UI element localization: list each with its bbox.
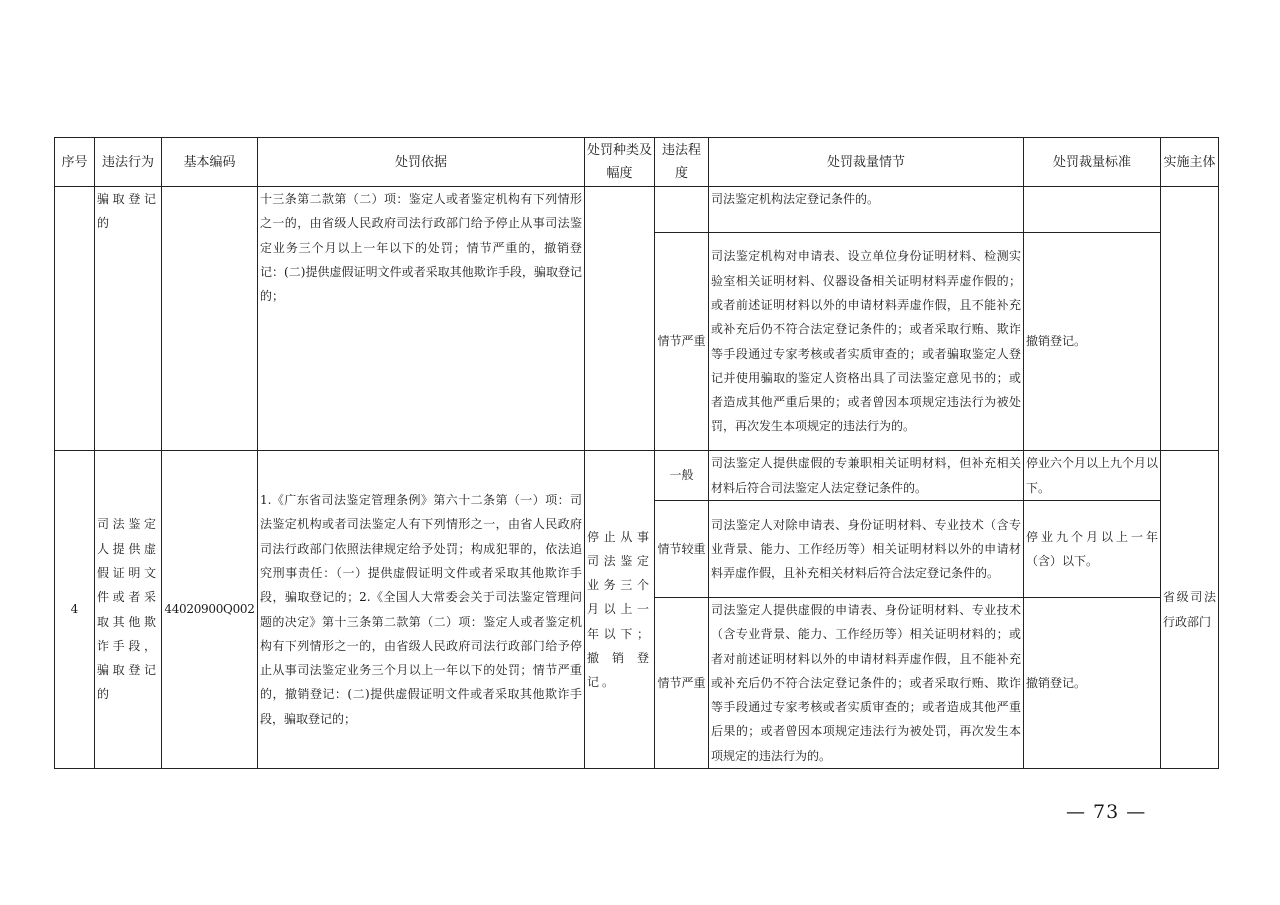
header-act: 违法行为 (95, 138, 162, 187)
cont-basis-cell: 十三条第二款第（二）项：鉴定人或者鉴定机构有下列情形之一的，由省级人民政府司法行政部门给予停止从事司法鉴定业务三个月以上一年以下的处罚；情节严重的，撤销登记：(二)提供虚假证明文件或者采取其他欺诈手段，骗取登记的； (258, 187, 585, 451)
row4-sub1-std-cell: 停业六个月以上九个月以下。 (1024, 451, 1161, 501)
header-subject: 实施主体 (1161, 138, 1219, 187)
row4-kind-cell: 停止从事司法鉴定业务三个月以上一年以下；撤销登记。 (585, 451, 655, 769)
row4-seq-cell: 4 (55, 451, 95, 769)
cont-act-cell: 骗取登记的 (95, 187, 162, 451)
cont-subject-cell (1161, 187, 1219, 451)
row4-sub1-degree-cell: 一般 (655, 451, 709, 501)
header-code: 基本编码 (162, 138, 258, 187)
header-circ: 处罚裁量情节 (709, 138, 1024, 187)
header-seq: 序号 (55, 138, 95, 187)
cont-r1-circ-cell: 司法鉴定机构法定登记条件的。 (709, 187, 1024, 233)
cont-r2-std-cell: 撤销登记。 (1024, 233, 1161, 451)
row4-sub3-circ-cell: 司法鉴定人提供虚假的申请表、身份证明材料、专业技术（含专业背景、能力、工作经历等）相关证明材料的；或者对前述证明材料以外的申请材料弄虚作假，且不能补充或补充后仍不符合法定登记条件的；或者采取行贿、欺诈等手段通过专家考核或者实质审查的；或者造成其他严重后果的；或者曾因本项规定违法行为被处罚，再次发生本项规定的违法行为的。 (709, 598, 1024, 769)
cont-r2-degree-cell: 情节严重 (655, 233, 709, 451)
page-number: — 73 — (1066, 801, 1147, 823)
row4-subject-cell: 省级司法行政部门 (1161, 451, 1219, 769)
cont-r1-std-cell (1024, 187, 1161, 233)
row4-sub3-degree-cell: 情节严重 (655, 598, 709, 769)
header-std: 处罚裁量标准 (1024, 138, 1161, 187)
table-header-row (55, 138, 1219, 187)
row4-sub2-circ-cell: 司法鉴定人对除申请表、身份证明材料、专业技术（含专业背景、能力、工作经历等）相关证明材料以外的申请材料弄虚作假，且补充相关材料后符合法定登记条件的。 (709, 501, 1024, 598)
table-row (55, 451, 1219, 501)
cont-kind-cell (585, 187, 655, 451)
row4-sub2-std-cell: 停业九个月以上一年（含）以下。 (1024, 501, 1161, 598)
table-row (55, 187, 1219, 233)
row4-sub1-circ-cell: 司法鉴定人提供虚假的专兼职相关证明材料，但补充相关材料后符合司法鉴定人法定登记条件的。 (709, 451, 1024, 501)
cont-r1-degree-cell (655, 187, 709, 233)
cont-code-cell (162, 187, 258, 451)
header-degree: 违法程度 (655, 138, 709, 187)
header-kind: 处罚种类及幅度 (585, 138, 655, 187)
row4-sub2-degree-cell: 情节较重 (655, 501, 709, 598)
row4-sub3-std-cell: 撤销登记。 (1024, 598, 1161, 769)
penalty-table (54, 137, 1219, 769)
cont-r2-circ-cell: 司法鉴定机构对申请表、设立单位身份证明材料、检测实验室相关证明材料、仪器设备相关证明材料弄虚作假的；或者前述证明材料以外的申请材料弄虚作假，且不能补充或补充后仍不符合法定登记条件的；或者采取行贿、欺诈等手段通过专家考核或者实质审查的；或者骗取鉴定人登记并使用骗取的鉴定人资格出具了司法鉴定意见书的；或者造成其他严重后果的；或者曾因本项规定违法行为被处罚，再次发生本项规定的违法行为的。 (709, 233, 1024, 451)
row4-act-cell: 司法鉴定人提供虚假证明文件或者采取其他欺诈手段，骗取登记的 (95, 451, 162, 769)
header-basis: 处罚依据 (258, 138, 585, 187)
row4-code-cell: 44020900Q002 (162, 451, 258, 769)
cont-seq-cell (55, 187, 95, 451)
row4-basis-cell: 1.《广东省司法鉴定管理条例》第六十二条第（一）项：司法鉴定机构或者司法鉴定人有下列情形之一，由省人民政府司法行政部门依照法律规定给予处罚；构成犯罪的，依法追究刑事责任：（一）提供虚假证明文件或者采取其他欺诈手段，骗取登记的；2.《全国人大常委会关于司法鉴定管理问题的决定》第十三条第二款第（二）项：鉴定人或者鉴定机构有下列情形之一的，由省级人民政府司法行政部门给予停止从事司法鉴定业务三个月以上一年以下的处罚；情节严重的，撤销登记：(二)提供虚假证明文件或者采取其他欺诈手段，骗取登记的； (258, 451, 585, 769)
